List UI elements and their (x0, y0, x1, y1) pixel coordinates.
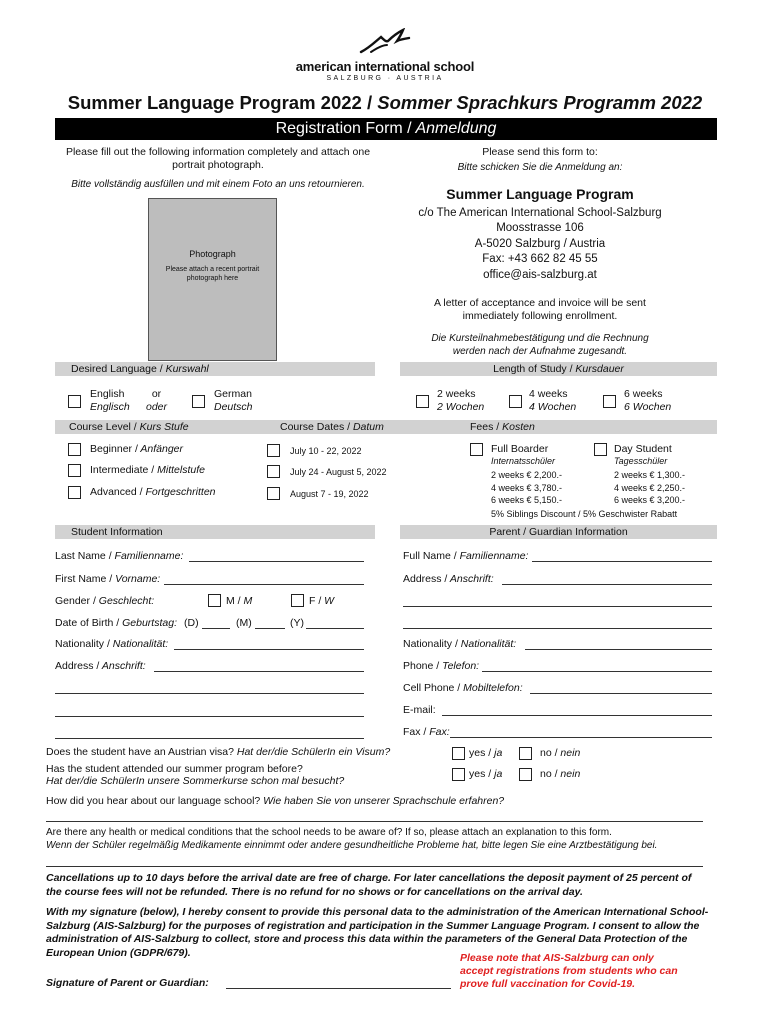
address-fax: Fax: +43 662 82 45 55 (482, 253, 598, 266)
parent-phone-de: Telefon: (439, 660, 480, 672)
attended-question (46, 763, 344, 787)
visa-yes-label (469, 747, 502, 759)
gender-de: Geschlecht: (95, 595, 155, 607)
dob-label (55, 617, 177, 629)
attended-yes-checkbox[interactable] (452, 768, 465, 781)
level-advanced-checkbox[interactable] (68, 486, 81, 499)
attended-no-en: no / (540, 768, 558, 780)
parent-nationality-field[interactable] (525, 649, 712, 650)
language-header (55, 362, 375, 376)
gender-female-de: W (321, 595, 335, 607)
date-3-checkbox[interactable] (267, 487, 280, 500)
language-header-en: Desired Language / (71, 363, 163, 375)
parent-fullname-field[interactable] (532, 561, 712, 562)
attended-no-label (540, 768, 580, 780)
address-email: office@ais-salzburg.at (483, 268, 597, 281)
length-header-en: Length of Study / (493, 363, 573, 375)
visa-yes-en: yes / (469, 747, 492, 759)
parent-fullname-en: Full Name / (403, 550, 457, 562)
or-label (146, 388, 167, 414)
title-german: Sommer Sprachkurs Programm 2022 (372, 92, 703, 113)
english-label-de: Englisch (90, 401, 130, 413)
hear-answer-field[interactable] (46, 821, 703, 822)
school-logo (0, 28, 770, 82)
length-4-weeks-de: 4 Wochen (529, 401, 577, 413)
day-student-de: Tagesschüler (614, 456, 668, 466)
parent-nationality-en: Nationality / (403, 638, 458, 650)
level-advanced-label (90, 486, 216, 498)
parent-address-de: Anschrift: (447, 573, 494, 585)
parent-fullname-de: Familienname: (456, 550, 529, 562)
parent-fullname-label (403, 550, 528, 562)
siblings-discount: 5% Siblings Discount / 5% Geschwister Rabatt (491, 509, 678, 519)
date-2-checkbox[interactable] (267, 465, 280, 478)
first-name-label (55, 573, 160, 585)
parent-cell-de: Mobiltelefon: (460, 682, 523, 694)
gender-label (55, 595, 154, 607)
or-label-de: oder (146, 401, 168, 413)
parent-email-field[interactable] (442, 715, 712, 716)
parent-phone-label (403, 660, 479, 672)
attended-yes-de: ja (491, 768, 503, 780)
acceptance-english: A letter of acceptance and invoice will be sent immediately following enrollment. (434, 297, 646, 322)
address-line-3: A-5020 Salzburg / Austria (474, 237, 606, 250)
health-answer-field[interactable] (46, 866, 703, 867)
gender-female-checkbox[interactable] (291, 594, 304, 607)
fees-header (470, 420, 535, 434)
address-line-2: Moosstrasse 106 (496, 222, 584, 235)
full-boarder-label (491, 443, 555, 467)
level-intermediate-en: Intermediate / (90, 464, 155, 476)
student-nationality-de: Nationalität: (109, 638, 169, 650)
or-label-en: or (151, 388, 162, 400)
full-boarder-price-4w: 4 weeks € 3,780.- (491, 482, 563, 493)
level-header-en: Course Level / (69, 421, 137, 433)
visa-no-en: no / (540, 747, 558, 759)
parent-address-label (403, 573, 494, 585)
level-beginner-de: Anfänger (137, 443, 184, 455)
student-address-field-3[interactable] (55, 716, 364, 717)
send-german: Bitte schicken Sie die Anmeldung an: (457, 162, 623, 173)
length-2-weeks-label (437, 388, 484, 414)
student-info-header: Student Information (55, 525, 375, 539)
title-english: Summer Language Program 2022 / (67, 92, 373, 113)
english-checkbox[interactable] (68, 395, 81, 408)
visa-question-en: Does the student have an Austrian visa? (46, 746, 234, 758)
logo-subtitle: SALZBURG · AUSTRIA (326, 75, 444, 82)
health-question (46, 826, 657, 852)
gender-male-en: M / (226, 595, 241, 607)
level-beginner-en: Beginner / (90, 443, 138, 455)
gdpr-consent: With my signature (below), I hereby consent to provide this personal data to the administration of the American International School-Salzburg (AIS-Salzburg) for the purposes of registration and participation in the Summer Language Program. I consent to allow the administration of AIS-Salzburg to collect, store and process this data within the parameters of the General Data Protection of the European Union (GDPR/679). (46, 906, 709, 959)
length-6-weeks-en: 6 weeks (624, 388, 663, 400)
gender-male-de: M (240, 595, 253, 607)
visa-question (46, 746, 390, 758)
acceptance-german: Die Kursteilnahmebestätigung und die Rechnung werden nach der Aufnahme zugesandt. (431, 333, 649, 357)
date-1-label: July 10 - 22, 2022 (290, 446, 362, 456)
parent-address-en: Address / (403, 573, 448, 585)
level-beginner-label (90, 443, 183, 455)
parent-address-field-3[interactable] (403, 628, 712, 629)
intro-english: Please fill out the following information completely and attach one portrait photograph. (65, 146, 371, 171)
parent-fax-field[interactable] (450, 737, 712, 738)
dob-year-label: (Y) (290, 617, 304, 629)
gender-female-label (309, 595, 334, 607)
gender-en: Gender / (55, 595, 96, 607)
last-name-de: Familienname: (111, 550, 184, 562)
language-header-de: Kurswahl (162, 363, 209, 375)
photo-note: Please attach a recent portrait photograph here (165, 266, 260, 282)
parent-cell-label (403, 682, 523, 694)
hear-question (46, 795, 504, 807)
student-address-field-1[interactable] (154, 671, 364, 672)
parent-fax-en: Fax / (403, 726, 427, 738)
parent-email-label: E-mail: (403, 704, 436, 716)
date-1-checkbox[interactable] (267, 444, 280, 457)
date-3-label: August 7 - 19, 2022 (290, 489, 369, 499)
german-checkbox[interactable] (192, 395, 205, 408)
dob-de: Geburtstag: (119, 617, 177, 629)
day-student-prices (614, 469, 685, 507)
last-name-en: Last Name / (55, 550, 112, 562)
send-english: Please send this form to: (482, 146, 598, 158)
parent-address-field-2[interactable] (403, 606, 712, 607)
student-address-en: Address / (55, 660, 100, 672)
send-address (380, 206, 700, 283)
first-name-en: First Name / (55, 573, 113, 585)
logo-name: american international school (295, 59, 475, 74)
last-name-label (55, 550, 183, 562)
attended-yes-en: yes / (469, 768, 492, 780)
visa-no-de: nein (557, 747, 581, 759)
german-label-de: Deutsch (214, 401, 253, 413)
day-student-price-4w: 4 weeks € 2,250.- (614, 482, 686, 493)
page-title (0, 92, 770, 114)
level-intermediate-label (90, 464, 205, 476)
last-name-field[interactable] (189, 561, 364, 562)
dates-header-de: Datum (350, 421, 384, 433)
full-boarder-price-2w: 2 weeks € 2,200.- (491, 470, 563, 480)
german-label (214, 388, 253, 414)
visa-no-checkbox[interactable] (519, 747, 532, 760)
student-address-label (55, 660, 146, 672)
parent-cell-field[interactable] (530, 693, 712, 694)
length-header-de: Kursdauer (572, 363, 624, 375)
attended-yes-label (469, 768, 502, 780)
day-student-en: Day Student (614, 443, 672, 455)
dob-month-field[interactable] (255, 628, 285, 629)
length-header (400, 362, 717, 376)
gender-female-en: F / (309, 595, 322, 607)
photo-placeholder[interactable] (148, 198, 277, 361)
full-boarder-price-6w: 6 weeks € 5,150.- (491, 495, 563, 505)
first-name-field[interactable] (164, 584, 364, 585)
parent-phone-en: Phone / (403, 660, 440, 672)
student-address-field-2[interactable] (55, 693, 364, 694)
length-6-weeks-de: 6 Wochen (624, 401, 672, 413)
signature-field[interactable] (226, 988, 451, 989)
student-address-field-4[interactable] (55, 738, 364, 739)
day-student-price-6w: 6 weeks € 3,200.- (614, 495, 686, 505)
date-2-label: July 24 - August 5, 2022 (290, 467, 387, 477)
hear-question-en: How did you hear about our language school? (46, 795, 261, 807)
parent-phone-field[interactable] (482, 671, 712, 672)
attended-no-de: nein (557, 768, 581, 780)
health-question-de: Wenn der Schüler regelmäßig Medikamente einnimmt oder andere gesundheitliche Probleme hat, bitte legen Sie eine Arztbestätigung bei. (46, 840, 658, 851)
length-4-weeks-checkbox[interactable] (509, 395, 522, 408)
visa-yes-checkbox[interactable] (452, 747, 465, 760)
signature-label: Signature of Parent or Guardian: (46, 977, 209, 989)
length-2-weeks-checkbox[interactable] (416, 395, 429, 408)
full-boarder-prices (491, 469, 562, 507)
level-intermediate-de: Mittelstufe (154, 464, 205, 476)
hear-question-de: Wie haben Sie von unserer Sprachschule erfahren? (260, 795, 505, 807)
level-intermediate-checkbox[interactable] (68, 464, 81, 477)
parent-nationality-de: Nationalität: (457, 638, 517, 650)
parent-info-header: Parent / Guardian Information (400, 525, 717, 539)
day-student-checkbox[interactable] (594, 443, 607, 456)
gender-male-checkbox[interactable] (208, 594, 221, 607)
english-label-en: English (90, 388, 125, 400)
full-boarder-checkbox[interactable] (470, 443, 483, 456)
length-2-weeks-en: 2 weeks (437, 388, 476, 400)
fees-header-en: Fees / (470, 421, 500, 433)
german-label-en: German (214, 388, 252, 400)
level-advanced-de: Fortgeschritten (142, 486, 216, 498)
mountain-logo-icon (359, 28, 411, 54)
full-boarder-en: Full Boarder (491, 443, 549, 455)
dob-en: Date of Birth / (55, 617, 120, 629)
day-student-price-2w: 2 weeks € 1,300.- (614, 470, 686, 480)
first-name-de: Vorname: (112, 573, 161, 585)
length-2-weeks-de: 2 Wochen (437, 401, 485, 413)
level-header (69, 420, 189, 434)
parent-fax-label (403, 726, 450, 738)
length-6-weeks-checkbox[interactable] (603, 395, 616, 408)
length-4-weeks-label (529, 388, 576, 414)
attended-question-en: Has the student attended our summer program before? (46, 763, 303, 775)
form-title-bar (55, 118, 717, 140)
attended-no-checkbox[interactable] (519, 768, 532, 781)
english-label (90, 388, 130, 414)
photo-title: Photograph (189, 249, 236, 259)
dob-year-field[interactable] (306, 628, 364, 629)
parent-cell-en: Cell Phone / (403, 682, 461, 694)
cancellation-policy: Cancellations up to 10 days before the arrival date are free of charge. For later cancellations the deposit payment of 25 percent of the course fees will not be refunded. There is no refund for no shows or for cancellations on the arrival day. (46, 872, 692, 898)
full-boarder-de: Internatsschüler (491, 456, 556, 466)
student-nationality-field[interactable] (174, 649, 364, 650)
visa-question-de: Hat der/die SchülerIn ein Visum? (233, 746, 391, 758)
intro-german: Bitte vollständig ausfüllen und mit einem Foto an uns retournieren. (71, 179, 365, 190)
length-6-weeks-label (624, 388, 671, 414)
visa-no-label (540, 747, 580, 759)
parent-fax-de: Fax: (426, 726, 450, 738)
dob-day-label: (D) (184, 617, 199, 629)
dates-header-en: Course Dates / (280, 421, 351, 433)
send-program: Summer Language Program (446, 186, 634, 202)
parent-nationality-label (403, 638, 516, 650)
level-dates-fees-header (55, 420, 717, 434)
address-line-1: c/o The American International School-Salzburg (418, 207, 662, 219)
dob-month-label: (M) (236, 617, 252, 629)
level-advanced-en: Advanced / (90, 486, 143, 498)
level-header-de: Kurs Stufe (136, 421, 189, 433)
visa-yes-de: ja (491, 747, 503, 759)
level-beginner-checkbox[interactable] (68, 443, 81, 456)
fees-header-de: Kosten (499, 421, 535, 433)
dates-header (280, 420, 384, 434)
form-title-german: Anmeldung (411, 120, 497, 137)
length-4-weeks-en: 4 weeks (529, 388, 568, 400)
student-nationality-en: Nationality / (55, 638, 110, 650)
gender-male-label (226, 595, 252, 607)
dob-day-field[interactable] (202, 628, 230, 629)
covid-notice: Please note that AIS-Salzburg can only accept registrations from students who can prove full vaccination for Covid-19. (460, 952, 678, 990)
attended-question-de: Hat der/die SchülerIn unsere Sommerkurse schon mal besucht? (46, 775, 345, 787)
student-address-de: Anschrift: (99, 660, 146, 672)
day-student-label (614, 443, 672, 467)
parent-address-field-1[interactable] (502, 584, 712, 585)
health-question-en: Are there any health or medical conditions that the school needs to be aware of? If so, please attach an explanation to this form. (46, 827, 612, 838)
form-title-english: Registration Form / (275, 120, 412, 137)
student-nationality-label (55, 638, 168, 650)
